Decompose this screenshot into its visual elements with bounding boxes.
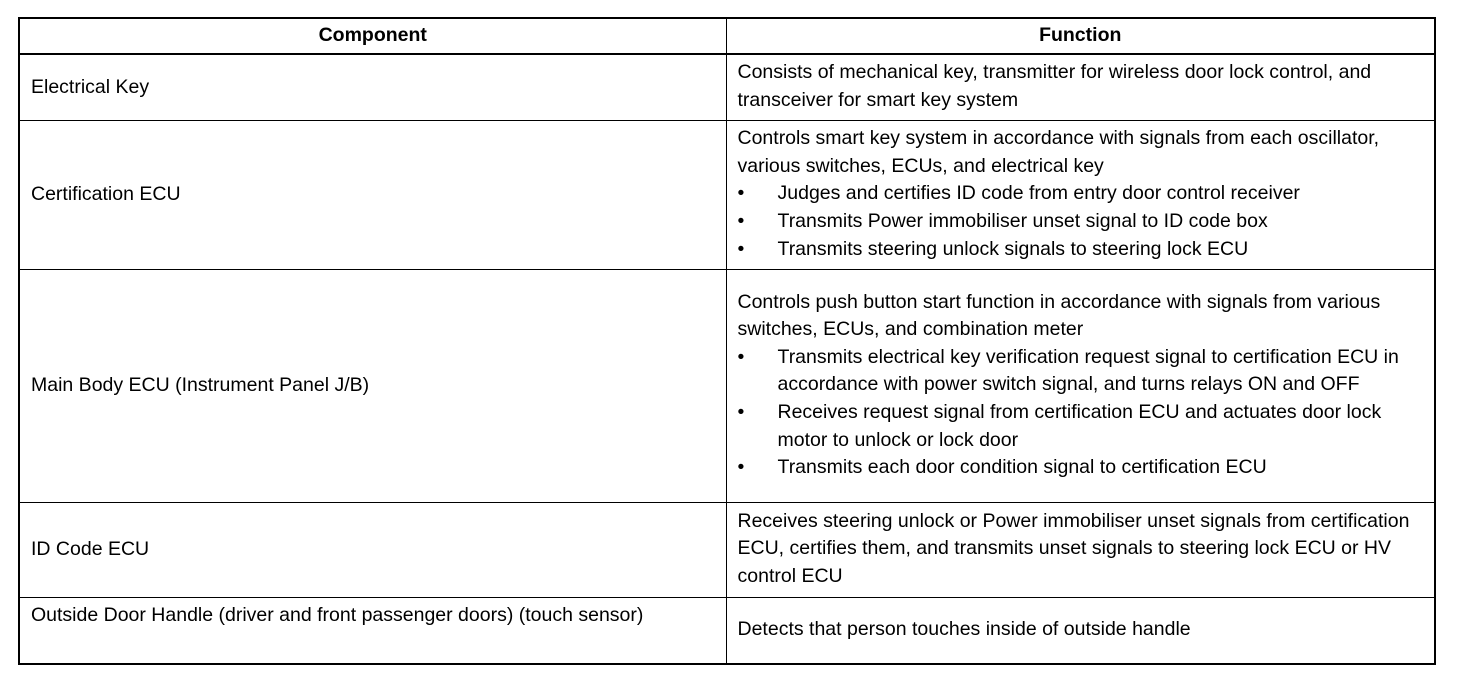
component-cell: Main Body ECU (Instrument Panel J/B) xyxy=(19,270,726,503)
bullet-icon: • xyxy=(737,182,745,205)
bullet-text: Transmits Power immobiliser unset signal to ID code box xyxy=(777,209,1268,232)
bullet-icon: • xyxy=(737,237,745,260)
function-description: Receives steering unlock or Power immobiliser unset signals from certification ECU, certifies them, and transmits unset signals to steering lock ECU or HV control ECU xyxy=(737,509,1410,587)
function-cell xyxy=(726,503,1435,598)
bullet-text: Transmits steering unlock signals to steering lock ECU xyxy=(777,237,1249,260)
function-description: Detects that person touches inside of outside handle xyxy=(737,617,1191,640)
function-description: Controls push button start function in accordance with signals from various switches, ECUs, and combination meter xyxy=(737,290,1381,341)
table-row xyxy=(19,270,1435,503)
list-item xyxy=(738,399,1421,454)
table-row xyxy=(19,54,1435,121)
bullet-icon: • xyxy=(737,400,745,423)
bullet-text: Transmits electrical key verification request signal to certification ECU in accordance with power switch signal, and turns relays ON and OFF xyxy=(777,345,1399,396)
list-item xyxy=(738,208,1421,236)
function-cell xyxy=(726,270,1435,503)
function-cell xyxy=(726,598,1435,664)
component-cell: Electrical Key xyxy=(19,54,726,121)
column-header-component: Component xyxy=(19,18,726,54)
component-function-table xyxy=(18,17,1436,665)
bullet-icon: • xyxy=(737,345,745,368)
table-row xyxy=(19,598,1435,664)
bullet-icon: • xyxy=(737,456,745,479)
table-header-row xyxy=(19,18,1435,54)
function-bullet-list xyxy=(738,180,1421,263)
list-item xyxy=(738,236,1421,264)
bullet-text: Receives request signal from certification ECU and actuates door lock motor to unlock or lock door xyxy=(777,400,1382,451)
bullet-text: Transmits each door condition signal to certification ECU xyxy=(777,456,1267,479)
list-item xyxy=(738,180,1421,208)
function-description: Consists of mechanical key, transmitter for wireless door lock control, and transceiver for smart key system xyxy=(737,61,1372,111)
column-header-function: Function xyxy=(726,18,1435,54)
table-row xyxy=(19,503,1435,598)
function-description: Controls smart key system in accordance with signals from each oscillator, various switches, ECUs, and electrical key xyxy=(737,127,1380,177)
bullet-text: Judges and certifies ID code from entry door control receiver xyxy=(777,182,1300,205)
list-item xyxy=(738,454,1421,482)
bullet-icon: • xyxy=(737,209,745,232)
list-item xyxy=(738,344,1421,399)
component-cell: Outside Door Handle (driver and front passenger doors) (touch sensor) xyxy=(19,598,726,664)
function-cell xyxy=(726,121,1435,270)
component-cell: ID Code ECU xyxy=(19,503,726,598)
component-cell: Certification ECU xyxy=(19,121,726,270)
table-row xyxy=(19,121,1435,270)
function-cell xyxy=(726,54,1435,121)
function-bullet-list xyxy=(738,344,1421,482)
